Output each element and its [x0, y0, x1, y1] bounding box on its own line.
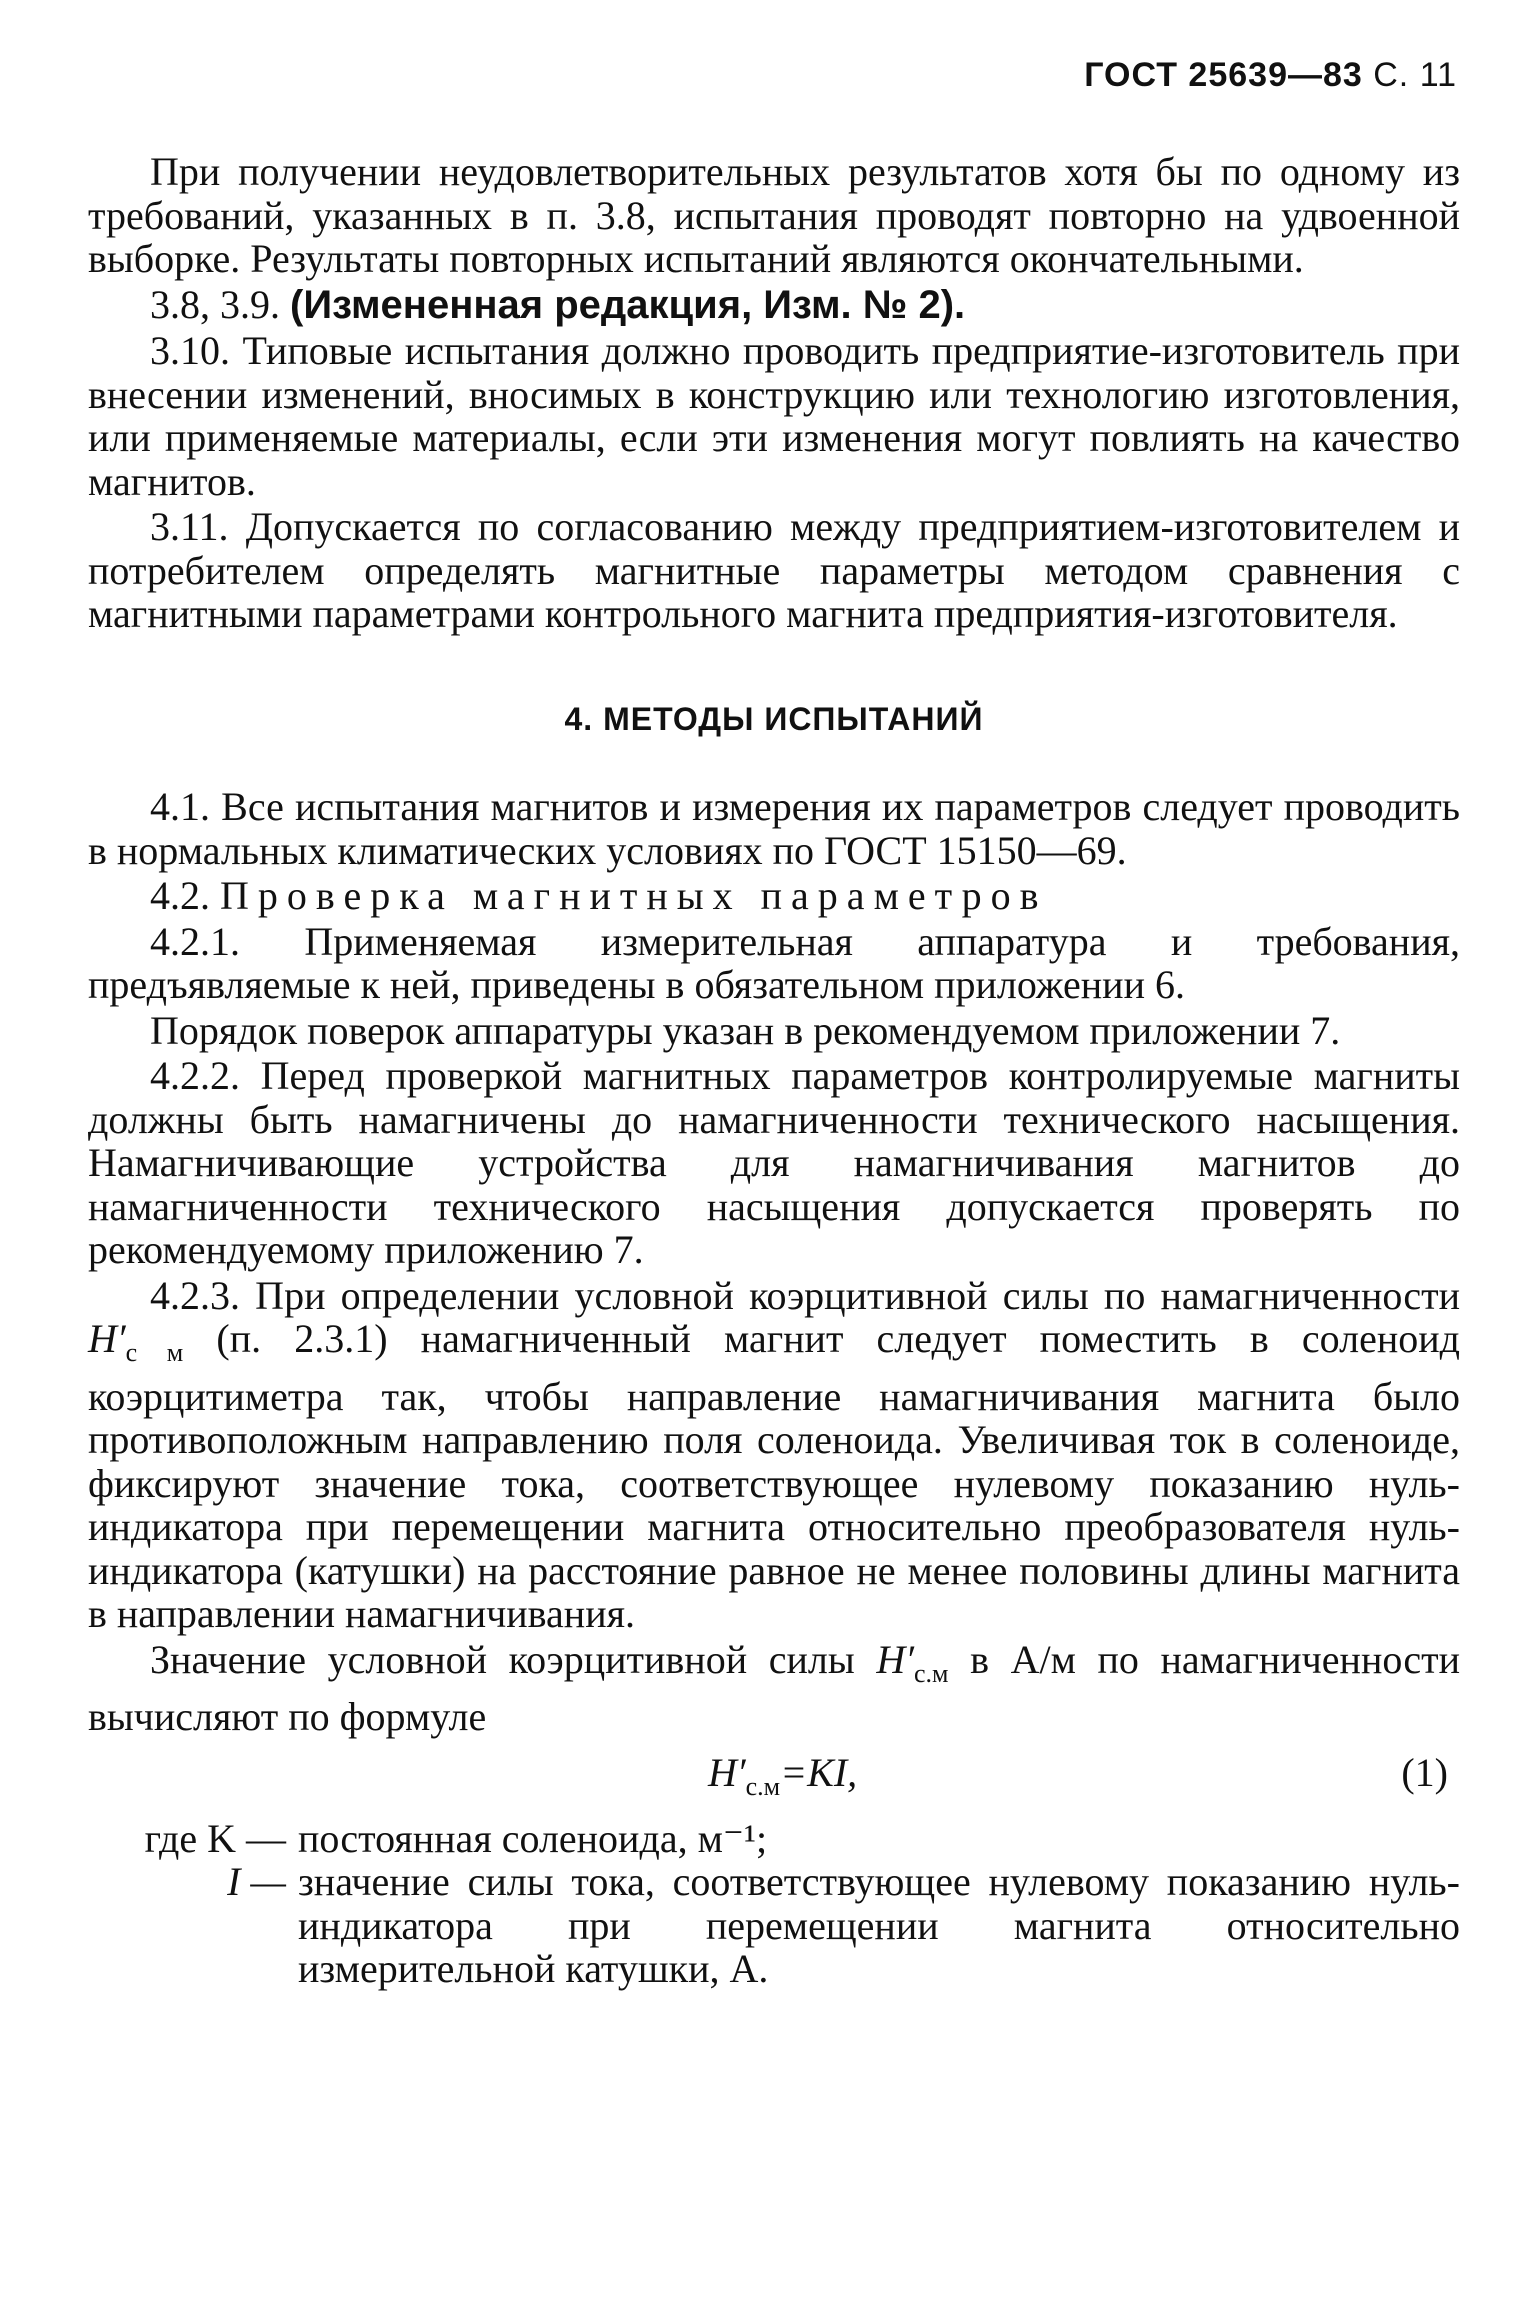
amendment-clause-numbers: 3.8, 3.9. [150, 281, 290, 327]
formula-rhs: =KI, [780, 1749, 858, 1795]
symbol-subscript-2: с.м [913, 1658, 949, 1688]
text-formula-intro-rest: в А/м по намагниченности вычисляют по формуле [88, 1636, 1460, 1739]
paragraph-formula-intro [88, 1638, 1460, 1739]
page-number: С. 11 [1373, 56, 1457, 94]
page-header [1084, 56, 1457, 95]
paragraph-repeat-tests: При получении неудовлетворительных результатов хотя бы по одному из требований, указанных в п. 3.8, испытания проводят повторно на удвоенной выборке. Результаты повторных испытаний являются окончательными. [88, 149, 1460, 281]
formula-lhs: H′ [708, 1749, 746, 1795]
paragraph-4-2-2: 4.2.2. Перед проверкой магнитных параметров контролируемые магниты должны быть намагничены до намагниченности технического насыщения. Намагничивающие устройства для намагничивания магнитов до намагниченности технического насыщения допускается проверять по рекомендуемому приложению 7. [88, 1053, 1460, 1272]
symbol-h-prime: H′ [88, 1316, 126, 1361]
symbol-h-prime-2: H′ [876, 1636, 914, 1682]
definition-i [88, 1860, 1460, 1991]
paragraph-4-2-3 [88, 1274, 1460, 1636]
paragraph-amendment [88, 283, 1460, 328]
standard-code: ГОСТ 25639—83 [1084, 56, 1363, 94]
symbol-subscript: с м [125, 1338, 184, 1367]
paragraph-4-2-1-verification: Порядок поверок аппаратуры указан в рекомендуемом приложении 7. [150, 1007, 1341, 1053]
definitions-list [88, 1817, 1460, 1991]
paragraph-4-2-1: 4.2.1. Применяемая измерительная аппаратура и требования, предъявляемые к ней, приведены в обязательном приложении 6. [88, 918, 1460, 1007]
text-4-2-3-start: 4.2.3. При определении условной коэрцитивной силы по намагниченности [150, 1272, 1460, 1318]
formula-row [88, 1745, 1460, 1807]
formula [708, 1751, 857, 1809]
paragraph-4-2 [88, 874, 1460, 918]
definition-symbol: где K — [144, 1815, 286, 1861]
paragraph-3-10: 3.10. Типовые испытания должно проводить предприятие-изготовитель при внесении изменений, вносимых в конструкцию или технологию изготовления, или применяемые материалы, если эти изменения могут повлиять на качество магнитов. [88, 328, 1460, 504]
section-title: 4. МЕТОДЫ ИСПЫТАНИЙ [564, 700, 984, 737]
document-body [88, 150, 1460, 1991]
text-4-2-3-rest: (п. 2.3.1) намагниченный магнит следует поместить в соленоид коэрцитиметра так, чтобы направление намагничивания магнита было противоположным направлению поля соленоида. Увеличивая ток в соленоиде, фиксируют значение тока, соответствующее нулевому показанию нуль-индикатора при перемещении магнита относительно преобразователя нуль-индикатора (катушки) на расстояние равное не менее половины длины магнита в направлении намагничивания. [88, 1316, 1460, 1636]
text-formula-intro-start: Значение условной коэрцитивной силы [150, 1636, 877, 1682]
definition-text: значение силы тока, соответствующее нулевому показанию нуль-индикатора при перемещении магнита относительно измерительной катушки, А. [298, 1859, 1460, 1991]
formula-number: (1) [1401, 1749, 1448, 1795]
clause-number-4-2: 4.2. [150, 873, 220, 918]
formula-lhs-subscript: с.м [745, 1771, 781, 1801]
definition-text: постоянная соленоида, м⁻¹; [298, 1815, 768, 1861]
paragraph-4-1: 4.1. Все испытания магнитов и измерения их параметров следует проводить в нормальных климатических условиях по ГОСТ 15150—69. [88, 784, 1460, 873]
subsection-title: Проверка магнитных параметров [220, 873, 1048, 918]
definition-symbol: I — [227, 1859, 286, 1904]
paragraph-3-11: 3.11. Допускается по согласованию между предприятием-изготовителем и потребителем определять магнитные параметры методом сравнения с магнитными параметрами контрольного магнита предприятия-изготовителя. [88, 504, 1460, 636]
definition-k [88, 1817, 1460, 1861]
amendment-note: (Измененная редакция, Изм. № 2). [290, 282, 966, 327]
